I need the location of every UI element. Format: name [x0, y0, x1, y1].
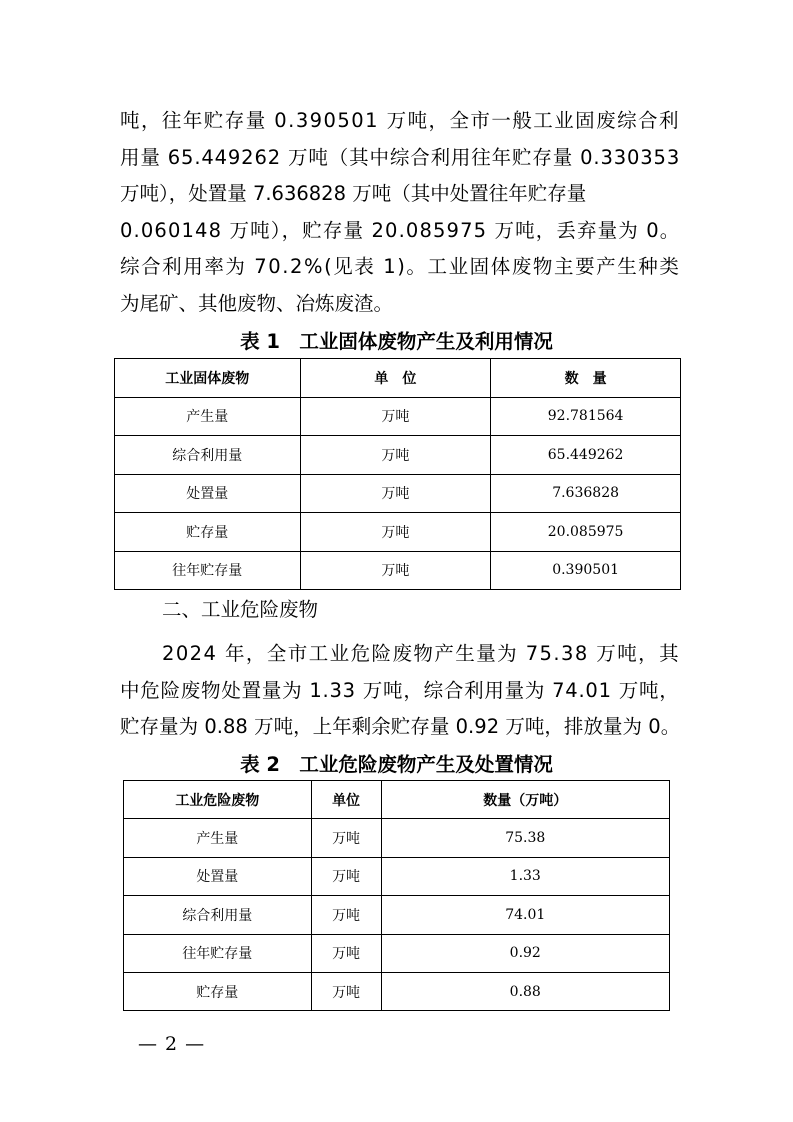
table-cell: 处置量: [115, 474, 301, 513]
column-header: 工业固体废物: [115, 359, 301, 398]
table-cell: 贮存量: [115, 513, 301, 552]
table-row: [124, 819, 670, 857]
page-number: — 2 —: [138, 1033, 206, 1055]
table-row: [115, 513, 681, 552]
text-line: 2024 年，全市工业危险废物产生量为 75.38 万吨，其: [162, 642, 681, 665]
table-cell: 0.390501: [491, 551, 681, 590]
column-header: 单位: [311, 781, 381, 819]
table-cell: 75.38: [381, 819, 670, 857]
table-row: [124, 857, 670, 895]
text-line: 中危险废物处置量为 1.33 万吨，综合利用量为 74.01 万吨，: [120, 678, 680, 702]
text-line: 为尾矿、其他废物、冶炼废渣。: [120, 291, 394, 315]
table-cell: 往年贮存量: [115, 551, 301, 590]
paragraph-hazardous-waste-summary: [120, 636, 680, 746]
table-cell: 65.449262: [491, 436, 681, 475]
table-row: [124, 934, 670, 972]
table-cell: 万吨: [300, 551, 491, 590]
text-line: 吨，往年贮存量 0.390501 万吨，全市一般工业固废综合利: [120, 109, 680, 132]
table-cell: 万吨: [300, 513, 491, 552]
text-line: 用量 65.449262 万吨（其中综合利用往年贮存量 0.330353: [120, 145, 681, 169]
table-row: [124, 896, 670, 934]
table-cell: 综合利用量: [115, 436, 301, 475]
text-line: 0.060148 万吨），贮存量 20.085975 万吨，丢弃量为 0。: [120, 218, 681, 242]
table1-caption: 表 1 工业固体废物产生及利用情况: [240, 330, 553, 353]
table-cell: 74.01: [381, 896, 670, 934]
table-cell: 0.88: [381, 972, 670, 1010]
table-cell: 万吨: [300, 474, 491, 513]
table-header-row: [124, 781, 670, 819]
column-header: 单 位: [300, 359, 491, 398]
column-header: 数 量: [491, 359, 681, 398]
text-line: 综合利用率为 70.2%(见表 1)。工业固体废物主要产生种类: [120, 255, 681, 278]
column-header: 工业危险废物: [124, 781, 312, 819]
table-cell: 1.33: [381, 857, 670, 895]
table-row: [115, 397, 681, 436]
table-cell: 往年贮存量: [124, 934, 312, 972]
table-cell: 万吨: [311, 972, 381, 1010]
table-cell: 产生量: [115, 397, 301, 436]
table-row: [115, 474, 681, 513]
table-cell: 万吨: [311, 896, 381, 934]
table-cell: 20.085975: [491, 513, 681, 552]
table-hazardous-waste: [123, 780, 670, 1011]
text-line: 万吨），处置量 7.636828 万吨（其中处置往年贮存量: [120, 182, 587, 205]
column-header: 数量（万吨）: [381, 781, 670, 819]
table-cell: 万吨: [311, 857, 381, 895]
table-cell: 产生量: [124, 819, 312, 857]
table-solid-waste: [114, 358, 681, 590]
table-cell: 万吨: [311, 934, 381, 972]
text-line: 贮存量为 0.88 万吨，上年剩余贮存量 0.92 万吨，排放量为 0。: [120, 715, 681, 738]
table-cell: 92.781564: [491, 397, 681, 436]
paragraph-solid-waste-summary: [120, 103, 680, 322]
table-cell: 处置量: [124, 857, 312, 895]
table-cell: 万吨: [300, 436, 491, 475]
table-cell: 0.92: [381, 934, 670, 972]
table-row: [115, 436, 681, 475]
table2-caption: 表 2 工业危险废物产生及处置情况: [240, 753, 553, 776]
table-header-row: [115, 359, 681, 398]
section-heading-hazardous-waste: 二、工业危险废物: [162, 598, 319, 621]
table-cell: 贮存量: [124, 972, 312, 1010]
table-cell: 7.636828: [491, 474, 681, 513]
table-cell: 综合利用量: [124, 896, 312, 934]
table-row: [124, 972, 670, 1010]
table-row: [115, 551, 681, 590]
table-cell: 万吨: [311, 819, 381, 857]
table-cell: 万吨: [300, 397, 491, 436]
